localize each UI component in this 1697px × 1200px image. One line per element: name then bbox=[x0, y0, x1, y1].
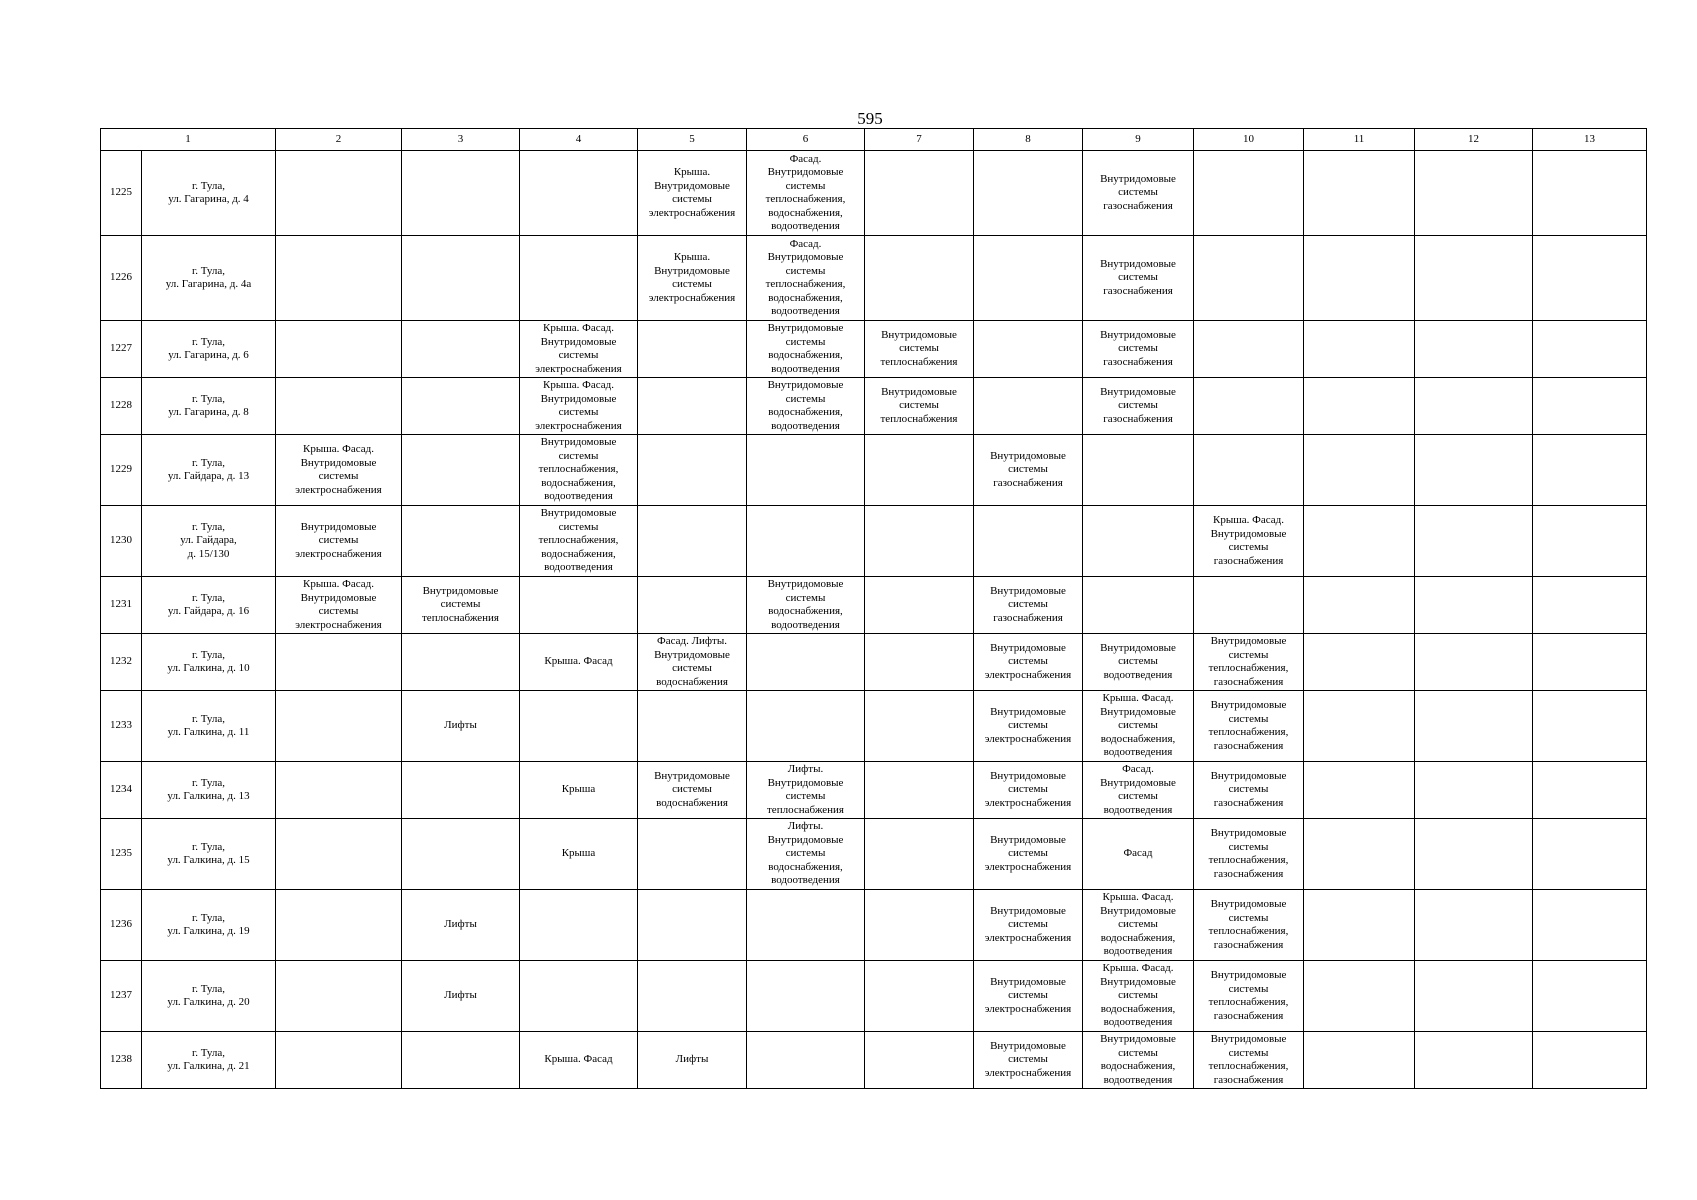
work-cell bbox=[865, 961, 974, 1032]
work-cell bbox=[1304, 890, 1415, 961]
table-row bbox=[101, 1032, 1647, 1089]
work-cell bbox=[747, 634, 865, 691]
work-cell: Фасад. Внутридомовые системы теплоснабжения, водоснабжения, водоотведения bbox=[747, 236, 865, 321]
work-cell: Фасад. Внутридомовые системы теплоснабжения, водоснабжения, водоотведения bbox=[747, 151, 865, 236]
work-cell: Внутридомовые системы электроснабжения bbox=[276, 506, 402, 577]
table-row bbox=[101, 378, 1647, 435]
work-cell: Внутридомовые системы газоснабжения bbox=[1083, 151, 1194, 236]
work-cell bbox=[1415, 961, 1533, 1032]
work-cell: Лифты. Внутридомовые системы теплоснабжения bbox=[747, 762, 865, 819]
work-cell: Лифты bbox=[638, 1032, 747, 1089]
work-cell bbox=[865, 1032, 974, 1089]
work-cell bbox=[865, 236, 974, 321]
table-row bbox=[101, 435, 1647, 506]
work-cell: Внутридомовые системы теплоснабжения, газоснабжения bbox=[1194, 634, 1304, 691]
row-number: 1228 bbox=[101, 378, 142, 435]
column-number-header: 4 bbox=[520, 129, 638, 151]
work-cell: Крыша bbox=[520, 762, 638, 819]
work-cell bbox=[276, 819, 402, 890]
work-cell bbox=[402, 321, 520, 378]
work-cell bbox=[1415, 506, 1533, 577]
work-cell bbox=[520, 961, 638, 1032]
work-cell bbox=[638, 577, 747, 634]
column-number-header: 11 bbox=[1304, 129, 1415, 151]
work-cell: Крыша. Фасад. Внутридомовые системы газоснабжения bbox=[1194, 506, 1304, 577]
work-cell: Внутридомовые системы водоснабжения, водоотведения bbox=[747, 577, 865, 634]
work-cell bbox=[402, 151, 520, 236]
address-cell: г. Тула, ул. Галкина, д. 20 bbox=[142, 961, 276, 1032]
row-number: 1234 bbox=[101, 762, 142, 819]
address-cell: г. Тула, ул. Галкина, д. 13 bbox=[142, 762, 276, 819]
work-cell bbox=[638, 435, 747, 506]
work-cell bbox=[638, 819, 747, 890]
work-cell: Крыша. Внутридомовые системы электроснабжения bbox=[638, 151, 747, 236]
repair-schedule-table bbox=[100, 128, 1647, 1089]
work-cell bbox=[1304, 1032, 1415, 1089]
table-row bbox=[101, 762, 1647, 819]
work-cell bbox=[402, 378, 520, 435]
work-cell: Внутридомовые системы теплоснабжения, газоснабжения bbox=[1194, 890, 1304, 961]
work-cell: Внутридомовые системы газоснабжения bbox=[1083, 236, 1194, 321]
work-cell bbox=[865, 819, 974, 890]
work-cell: Внутридомовые системы водоснабжения, водоотведения bbox=[747, 321, 865, 378]
table-row bbox=[101, 819, 1647, 890]
work-cell bbox=[865, 577, 974, 634]
table-row bbox=[101, 634, 1647, 691]
address-cell: г. Тула, ул. Галкина, д. 21 bbox=[142, 1032, 276, 1089]
work-cell: Фасад. Лифты. Внутридомовые системы водоснабжения bbox=[638, 634, 747, 691]
work-cell bbox=[1194, 577, 1304, 634]
work-cell bbox=[865, 435, 974, 506]
work-cell bbox=[1533, 961, 1647, 1032]
work-cell: Внутридомовые системы теплоснабжения bbox=[402, 577, 520, 634]
work-cell bbox=[865, 506, 974, 577]
work-cell bbox=[402, 762, 520, 819]
work-cell bbox=[1194, 378, 1304, 435]
header-row bbox=[101, 129, 1647, 151]
address-cell: г. Тула, ул. Гагарина, д. 4а bbox=[142, 236, 276, 321]
work-cell: Лифты bbox=[402, 890, 520, 961]
work-cell: Внутридомовые системы теплоснабжения, газоснабжения bbox=[1194, 1032, 1304, 1089]
work-cell bbox=[1415, 321, 1533, 378]
work-cell: Внутридомовые системы газоснабжения bbox=[1194, 762, 1304, 819]
work-cell: Внутридомовые системы водоотведения bbox=[1083, 634, 1194, 691]
work-cell bbox=[1194, 151, 1304, 236]
work-cell bbox=[276, 236, 402, 321]
work-cell bbox=[1304, 435, 1415, 506]
work-cell: Внутридомовые системы водоснабжения bbox=[638, 762, 747, 819]
work-cell bbox=[1415, 819, 1533, 890]
work-cell: Внутридомовые системы электроснабжения bbox=[974, 819, 1083, 890]
work-cell: Внутридомовые системы теплоснабжения bbox=[865, 321, 974, 378]
work-cell bbox=[747, 961, 865, 1032]
work-cell: Внутридомовые системы электроснабжения bbox=[974, 634, 1083, 691]
column-number-header: 6 bbox=[747, 129, 865, 151]
work-cell bbox=[1083, 506, 1194, 577]
work-cell bbox=[1415, 236, 1533, 321]
work-cell bbox=[276, 961, 402, 1032]
work-cell: Внутридомовые системы газоснабжения bbox=[1083, 378, 1194, 435]
table-row bbox=[101, 691, 1647, 762]
row-number: 1229 bbox=[101, 435, 142, 506]
row-number: 1225 bbox=[101, 151, 142, 236]
work-cell bbox=[747, 691, 865, 762]
work-cell: Внутридомовые системы теплоснабжения, газоснабжения bbox=[1194, 961, 1304, 1032]
row-number: 1236 bbox=[101, 890, 142, 961]
work-cell: Внутридомовые системы водоснабжения, водоотведения bbox=[1083, 1032, 1194, 1089]
table-row bbox=[101, 506, 1647, 577]
work-cell bbox=[1533, 236, 1647, 321]
work-cell: Крыша bbox=[520, 819, 638, 890]
address-cell: г. Тула, ул. Галкина, д. 11 bbox=[142, 691, 276, 762]
work-cell bbox=[974, 321, 1083, 378]
work-cell bbox=[1533, 890, 1647, 961]
work-cell: Внутридомовые системы электроснабжения bbox=[974, 890, 1083, 961]
work-cell bbox=[1304, 634, 1415, 691]
work-cell bbox=[276, 634, 402, 691]
table-row bbox=[101, 890, 1647, 961]
work-cell: Крыша. Фасад. Внутридомовые системы водоснабжения, водоотведения bbox=[1083, 961, 1194, 1032]
work-cell bbox=[520, 691, 638, 762]
work-cell: Крыша. Фасад. Внутридомовые системы электроснабжения bbox=[276, 435, 402, 506]
address-cell: г. Тула, ул. Гайдара, д. 13 bbox=[142, 435, 276, 506]
work-cell: Крыша. Фасад. Внутридомовые системы электроснабжения bbox=[520, 378, 638, 435]
work-cell: Внутридомовые системы теплоснабжения, газоснабжения bbox=[1194, 819, 1304, 890]
work-cell bbox=[402, 819, 520, 890]
work-cell bbox=[276, 321, 402, 378]
address-cell: г. Тула, ул. Галкина, д. 10 bbox=[142, 634, 276, 691]
work-cell bbox=[1304, 691, 1415, 762]
table-row bbox=[101, 236, 1647, 321]
work-cell bbox=[747, 1032, 865, 1089]
work-cell: Крыша. Фасад. Внутридомовые системы электроснабжения bbox=[276, 577, 402, 634]
work-cell: Внутридомовые системы газоснабжения bbox=[974, 435, 1083, 506]
work-cell bbox=[276, 378, 402, 435]
work-cell: Внутридомовые системы теплоснабжения bbox=[865, 378, 974, 435]
work-cell bbox=[865, 890, 974, 961]
column-number-header: 9 bbox=[1083, 129, 1194, 151]
work-cell bbox=[402, 1032, 520, 1089]
work-cell bbox=[1533, 819, 1647, 890]
work-cell bbox=[1304, 762, 1415, 819]
row-number: 1237 bbox=[101, 961, 142, 1032]
work-cell bbox=[276, 691, 402, 762]
work-cell bbox=[1415, 378, 1533, 435]
address-cell: г. Тула, ул. Гагарина, д. 8 bbox=[142, 378, 276, 435]
work-cell bbox=[1304, 321, 1415, 378]
work-cell bbox=[1194, 321, 1304, 378]
table-row bbox=[101, 961, 1647, 1032]
work-cell: Внутридомовые системы теплоснабжения, газоснабжения bbox=[1194, 691, 1304, 762]
work-cell bbox=[520, 577, 638, 634]
work-cell: Крыша. Фасад. Внутридомовые системы электроснабжения bbox=[520, 321, 638, 378]
work-cell bbox=[1533, 378, 1647, 435]
column-number-header: 2 bbox=[276, 129, 402, 151]
work-cell bbox=[974, 506, 1083, 577]
row-number: 1227 bbox=[101, 321, 142, 378]
column-number-header: 10 bbox=[1194, 129, 1304, 151]
address-cell: г. Тула, ул. Гайдара, д. 15/130 bbox=[142, 506, 276, 577]
work-cell bbox=[402, 634, 520, 691]
work-cell bbox=[974, 378, 1083, 435]
work-cell bbox=[865, 151, 974, 236]
work-cell: Внутридомовые системы теплоснабжения, водоснабжения, водоотведения bbox=[520, 506, 638, 577]
work-cell bbox=[1415, 435, 1533, 506]
work-cell bbox=[520, 236, 638, 321]
work-cell bbox=[638, 506, 747, 577]
work-cell: Внутридомовые системы электроснабжения bbox=[974, 1032, 1083, 1089]
work-cell: Фасад bbox=[1083, 819, 1194, 890]
work-cell bbox=[1304, 577, 1415, 634]
work-cell bbox=[974, 151, 1083, 236]
work-cell bbox=[1533, 321, 1647, 378]
work-cell bbox=[402, 236, 520, 321]
work-cell bbox=[402, 506, 520, 577]
work-cell bbox=[1533, 691, 1647, 762]
work-cell bbox=[747, 506, 865, 577]
work-cell bbox=[865, 691, 974, 762]
address-cell: г. Тула, ул. Гагарина, д. 6 bbox=[142, 321, 276, 378]
work-cell bbox=[520, 151, 638, 236]
work-cell bbox=[1083, 577, 1194, 634]
work-cell bbox=[1415, 691, 1533, 762]
work-cell bbox=[1533, 435, 1647, 506]
work-cell: Фасад. Внутридомовые системы водоотведения bbox=[1083, 762, 1194, 819]
work-cell bbox=[520, 890, 638, 961]
work-cell bbox=[1533, 762, 1647, 819]
work-cell bbox=[638, 961, 747, 1032]
address-cell: г. Тула, ул. Гайдара, д. 16 bbox=[142, 577, 276, 634]
work-cell: Внутридомовые системы водоснабжения, водоотведения bbox=[747, 378, 865, 435]
work-cell: Лифты bbox=[402, 691, 520, 762]
work-cell bbox=[1533, 151, 1647, 236]
work-cell bbox=[1533, 1032, 1647, 1089]
work-cell bbox=[1533, 634, 1647, 691]
work-cell bbox=[1194, 236, 1304, 321]
work-cell bbox=[276, 1032, 402, 1089]
work-cell: Крыша. Фасад bbox=[520, 634, 638, 691]
work-cell bbox=[402, 435, 520, 506]
work-cell bbox=[747, 890, 865, 961]
work-cell bbox=[276, 890, 402, 961]
work-cell bbox=[1533, 506, 1647, 577]
row-number: 1235 bbox=[101, 819, 142, 890]
work-cell bbox=[276, 762, 402, 819]
work-cell bbox=[1533, 577, 1647, 634]
work-cell bbox=[1304, 819, 1415, 890]
work-cell bbox=[638, 321, 747, 378]
work-cell: Крыша. Внутридомовые системы электроснабжения bbox=[638, 236, 747, 321]
work-cell: Внутридомовые системы газоснабжения bbox=[1083, 321, 1194, 378]
row-number: 1233 bbox=[101, 691, 142, 762]
work-cell: Внутридомовые системы электроснабжения bbox=[974, 762, 1083, 819]
work-cell bbox=[865, 762, 974, 819]
work-cell bbox=[974, 236, 1083, 321]
column-number-header: 13 bbox=[1533, 129, 1647, 151]
work-cell: Внутридомовые системы газоснабжения bbox=[974, 577, 1083, 634]
work-cell bbox=[1304, 506, 1415, 577]
row-number: 1231 bbox=[101, 577, 142, 634]
work-cell: Лифты. Внутридомовые системы водоснабжения, водоотведения bbox=[747, 819, 865, 890]
table-row bbox=[101, 321, 1647, 378]
work-cell bbox=[1415, 634, 1533, 691]
work-cell bbox=[1304, 151, 1415, 236]
work-cell: Крыша. Фасад. Внутридомовые системы водоснабжения, водоотведения bbox=[1083, 890, 1194, 961]
row-number: 1230 bbox=[101, 506, 142, 577]
column-number-header: 8 bbox=[974, 129, 1083, 151]
work-cell bbox=[1194, 435, 1304, 506]
work-cell bbox=[1415, 762, 1533, 819]
column-number-header: 7 bbox=[865, 129, 974, 151]
row-number: 1238 bbox=[101, 1032, 142, 1089]
work-cell: Крыша. Фасад bbox=[520, 1032, 638, 1089]
work-cell bbox=[276, 151, 402, 236]
address-cell: г. Тула, ул. Гагарина, д. 4 bbox=[142, 151, 276, 236]
work-cell bbox=[1304, 236, 1415, 321]
page-number: 595 bbox=[857, 109, 883, 128]
address-cell: г. Тула, ул. Галкина, д. 19 bbox=[142, 890, 276, 961]
work-cell bbox=[1415, 890, 1533, 961]
work-cell bbox=[638, 890, 747, 961]
work-cell: Крыша. Фасад. Внутридомовые системы водоснабжения, водоотведения bbox=[1083, 691, 1194, 762]
work-cell bbox=[747, 435, 865, 506]
table-row bbox=[101, 577, 1647, 634]
column-number-header: 1 bbox=[101, 129, 276, 151]
column-number-header: 12 bbox=[1415, 129, 1533, 151]
work-cell bbox=[1415, 1032, 1533, 1089]
row-number: 1232 bbox=[101, 634, 142, 691]
work-cell bbox=[638, 378, 747, 435]
work-cell bbox=[638, 691, 747, 762]
work-cell: Внутридомовые системы электроснабжения bbox=[974, 691, 1083, 762]
work-cell: Лифты bbox=[402, 961, 520, 1032]
work-cell bbox=[1415, 577, 1533, 634]
column-number-header: 3 bbox=[402, 129, 520, 151]
address-cell: г. Тула, ул. Галкина, д. 15 bbox=[142, 819, 276, 890]
row-number: 1226 bbox=[101, 236, 142, 321]
work-cell bbox=[1083, 435, 1194, 506]
work-cell bbox=[1415, 151, 1533, 236]
work-cell: Внутридомовые системы теплоснабжения, водоснабжения, водоотведения bbox=[520, 435, 638, 506]
work-cell bbox=[1304, 961, 1415, 1032]
column-number-header: 5 bbox=[638, 129, 747, 151]
work-cell bbox=[865, 634, 974, 691]
work-cell: Внутридомовые системы электроснабжения bbox=[974, 961, 1083, 1032]
work-cell bbox=[1304, 378, 1415, 435]
table-row bbox=[101, 151, 1647, 236]
